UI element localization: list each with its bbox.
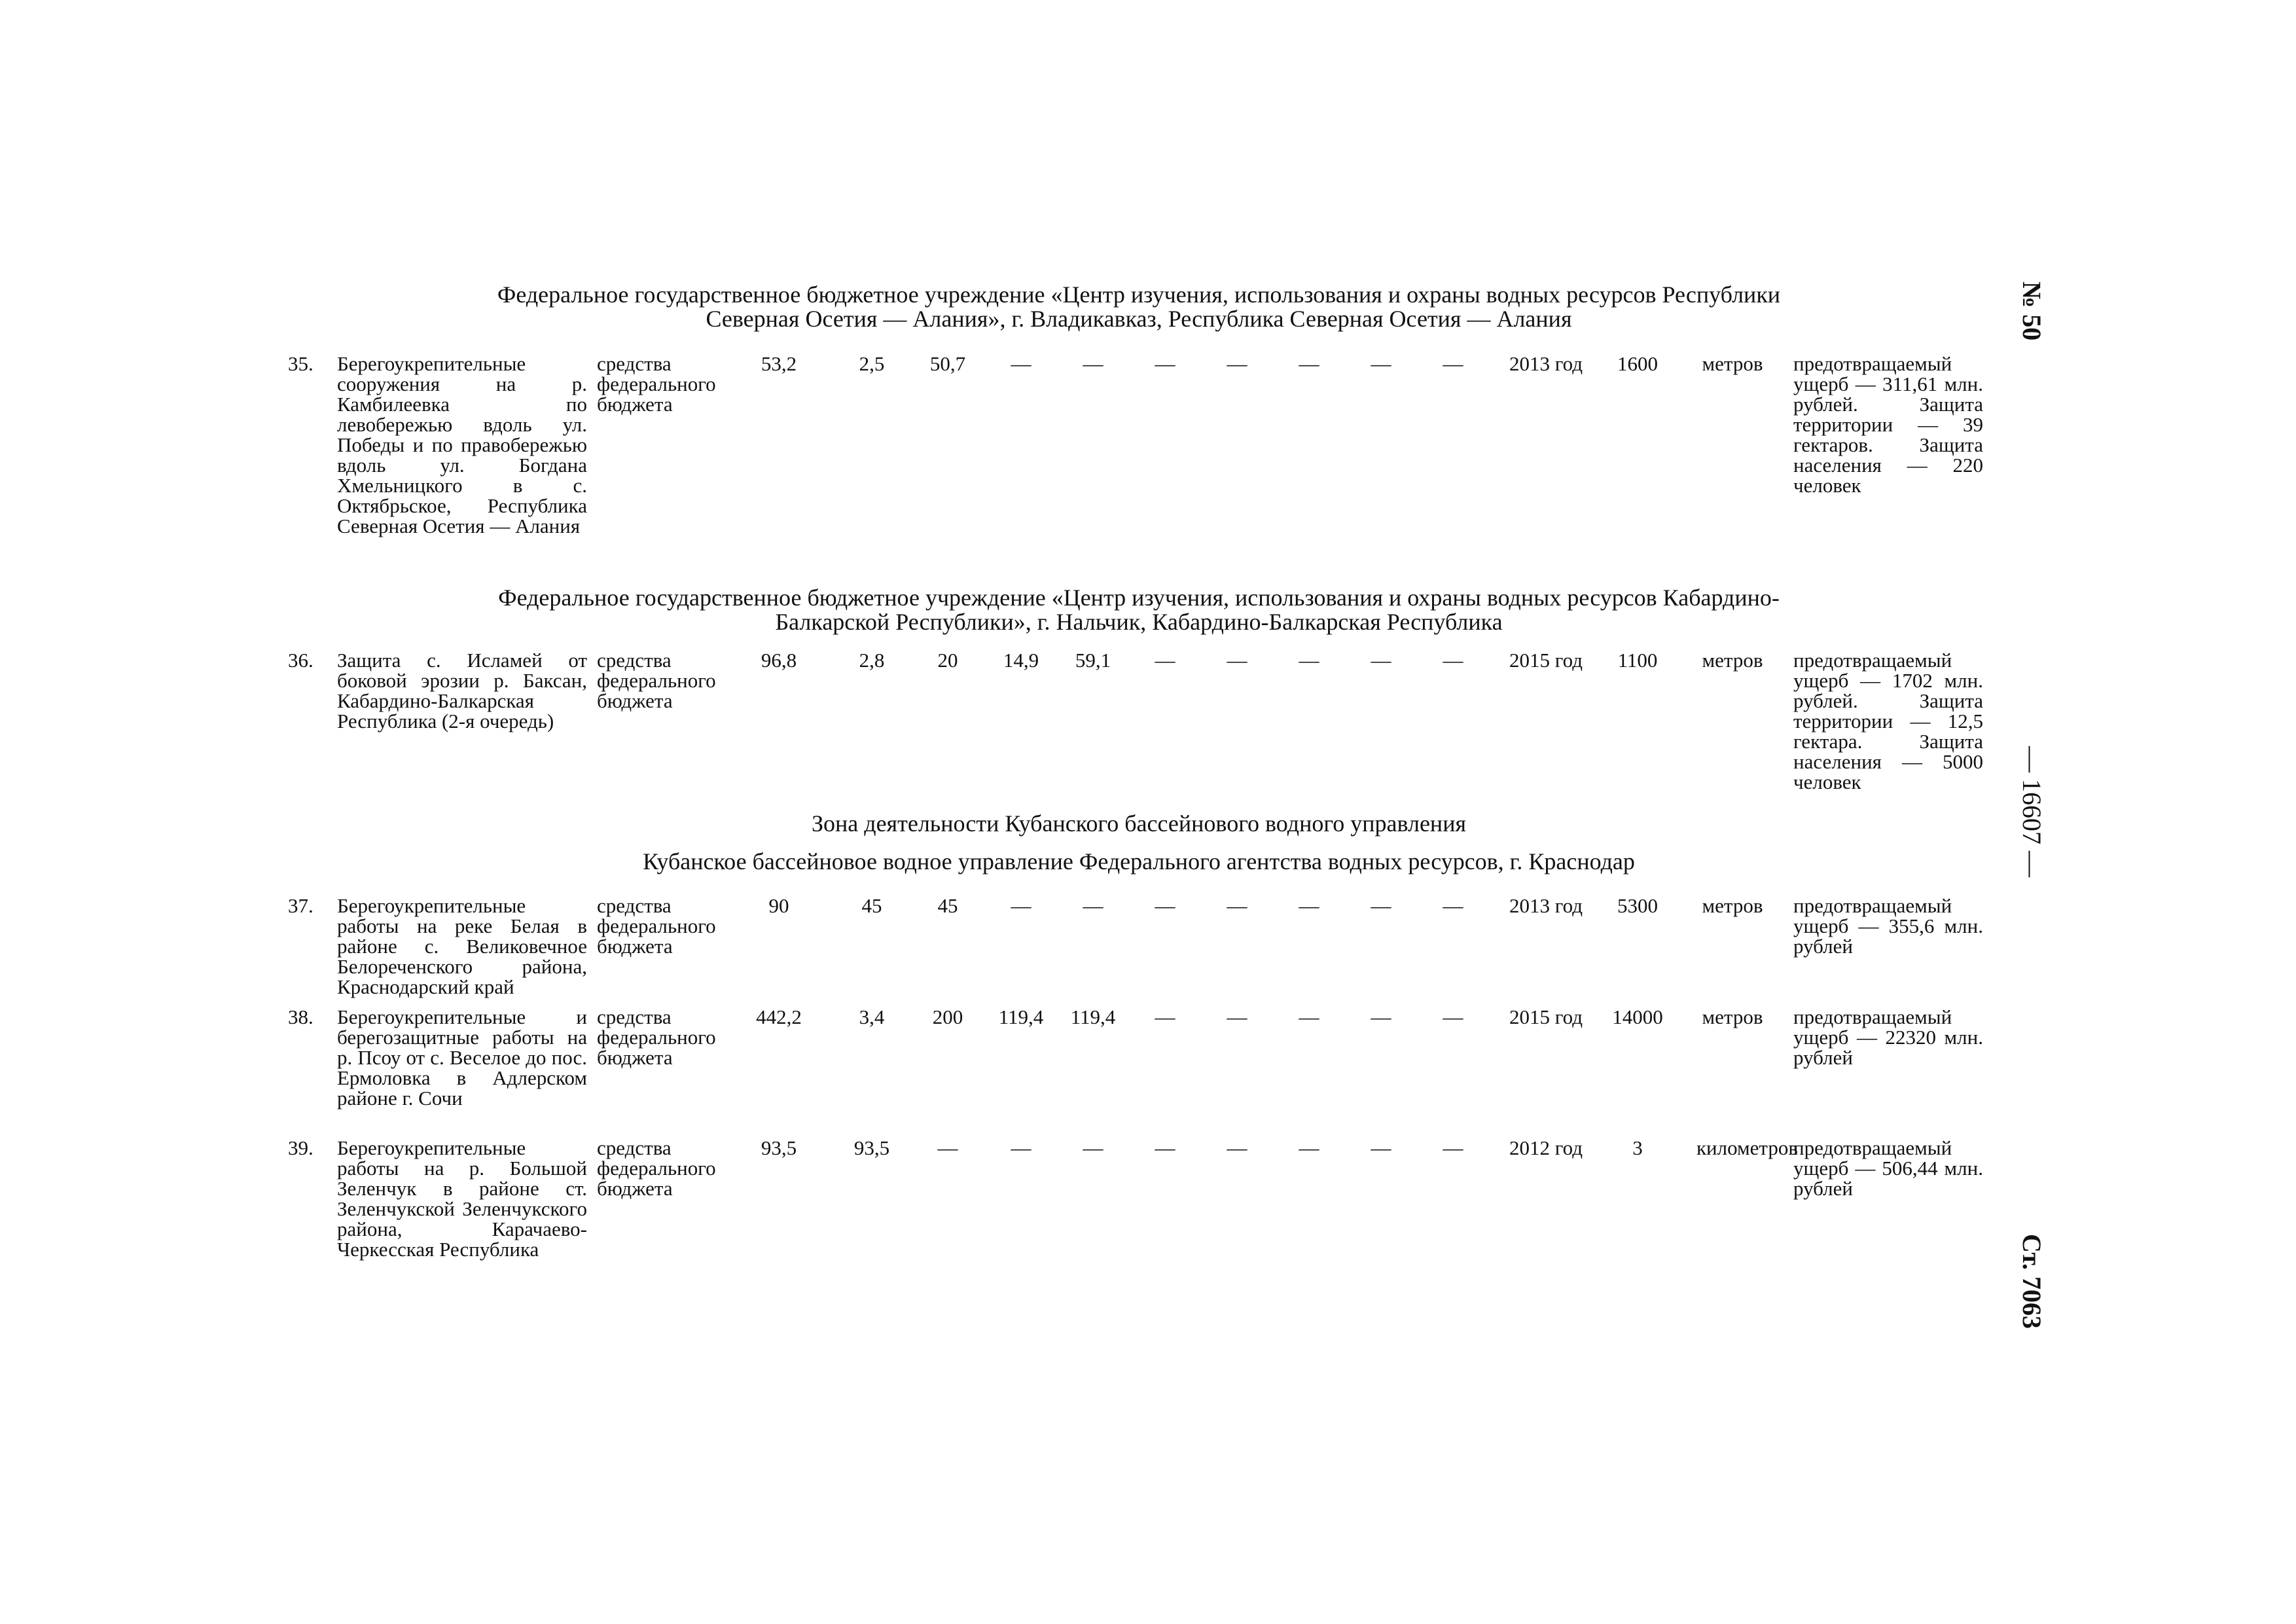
project-name: Берегоукрепительные и берегозащитные работы на р. Псоу от с. Веселое до пос. Ермоловка в Адлерском районе г. Сочи — [337, 1005, 587, 1110]
project-name: Защита с. Исламей от боковой эрозии р. Баксан, Кабардино-Балкарская Республика (2-я очередь) — [337, 649, 587, 732]
value-cell: — — [1299, 894, 1319, 917]
value-cell: — — [1155, 649, 1175, 672]
value-cell: — — [1155, 352, 1175, 375]
value-cell: 200 — [932, 1005, 963, 1028]
expected-effect: предотвращаемый ущерб — 355,6 млн. рублей — [1793, 894, 1983, 958]
value-cell: — — [1227, 649, 1247, 672]
unit: метров — [1702, 894, 1763, 917]
value-cell: 2,8 — [859, 649, 885, 672]
value-cell: — — [1371, 894, 1391, 917]
value-cell: — — [1083, 352, 1103, 375]
expected-effect: предотвращаемый ущерб — 311,61 млн. рублей. Защита территории — 39 гектаров. Защита населения — 220 человек — [1793, 352, 1983, 497]
value-cell: 45 — [937, 894, 958, 917]
value-cell: 119,4 — [998, 1005, 1044, 1028]
unit: метров — [1702, 649, 1763, 672]
value-cell: — — [1227, 894, 1247, 917]
value-cell: 442,2 — [756, 1005, 802, 1028]
value-cell: 59,1 — [1075, 649, 1111, 672]
issue-number: № 50 — [2017, 281, 2047, 341]
value-cell: — — [1011, 352, 1031, 375]
value-cell: — — [1227, 1136, 1247, 1159]
value-cell: — — [1155, 1136, 1175, 1159]
value-cell: 2,5 — [859, 352, 885, 375]
value-cell: 96,8 — [761, 649, 797, 672]
unit: метров — [1702, 1005, 1763, 1028]
row-number: 38. — [288, 1005, 314, 1028]
row-number: 37. — [288, 894, 314, 917]
project-name: Берегоукрепительные сооружения на р. Камбилеевка по левобережью вдоль ул. Победы и по правобережью вдоль ул. Богдана Хмельницкого в с. Октябрьское, Республика Северная Осетия — Алания — [337, 352, 587, 537]
row-number: 39. — [288, 1136, 314, 1159]
value-cell: — — [1371, 649, 1391, 672]
value-cell: — — [1155, 894, 1175, 917]
quantity: 5300 — [1617, 894, 1658, 917]
quantity: 1600 — [1617, 352, 1658, 375]
value-cell: — — [1299, 1005, 1319, 1028]
article-number: Ст. 7063 — [2017, 1234, 2047, 1329]
value-cell: — — [1371, 352, 1391, 375]
row-number: 35. — [288, 352, 314, 375]
value-cell: — — [1443, 1005, 1463, 1028]
value-cell: 20 — [937, 649, 958, 672]
funding-source: средства федерального бюджета — [597, 649, 716, 712]
project-name: Берегоукрепительные работы на р. Большой Зеленчук в районе ст. Зеленчукской Зеленчукского района, Карачаево-Черкесская Республика — [337, 1136, 587, 1261]
value-cell: 93,5 — [761, 1136, 797, 1159]
value-cell: — — [1083, 1136, 1103, 1159]
expected-effect: предотвращаемый ущерб — 22320 млн. рублей — [1793, 1005, 1983, 1069]
value-cell: — — [1227, 1005, 1247, 1028]
value-cell: — — [1155, 1005, 1175, 1028]
value-cell: 50,7 — [929, 352, 966, 375]
funding-source: средства федерального бюджета — [597, 1136, 716, 1200]
quantity: 3 — [1632, 1136, 1643, 1159]
value-cell: 14,9 — [1003, 649, 1039, 672]
page-number: — 16607 — — [2017, 746, 2047, 877]
completion-year: 2015 год — [1509, 1005, 1583, 1028]
value-cell: — — [1299, 649, 1319, 672]
row-number: 36. — [288, 649, 314, 672]
value-cell: — — [1371, 1005, 1391, 1028]
completion-year: 2012 год — [1509, 1136, 1583, 1159]
section-heading-kuban: Кубанское бассейновое водное управление Федерального агентства водных ресурсов, г. Краснодар — [643, 848, 1635, 875]
zone-heading: Зона деятельности Кубанского бассейнового водного управления — [811, 810, 1467, 837]
funding-source: средства федерального бюджета — [597, 352, 716, 416]
project-name: Берегоукрепительные работы на реке Белая в районе с. Великовечное Белореченского района, Краснодарский край — [337, 894, 587, 998]
funding-source: средства федерального бюджета — [597, 894, 716, 958]
value-cell: — — [1299, 1136, 1319, 1159]
completion-year: 2013 год — [1509, 894, 1583, 917]
funding-source: средства федерального бюджета — [597, 1005, 716, 1069]
value-cell: — — [1011, 1136, 1031, 1159]
section-heading-kabardino-balkaria: Федеральное государственное бюджетное учреждение «Центр изучения, использования и охраны водных ресурсов Кабардино-Балкарской Республики», г. Нальчик, Кабардино-Балкарская Республика — [498, 585, 1780, 635]
value-cell: — — [1371, 1136, 1391, 1159]
quantity: 14000 — [1612, 1005, 1663, 1028]
value-cell: 90 — [768, 894, 789, 917]
quantity: 1100 — [1617, 649, 1658, 672]
value-cell: — — [1299, 352, 1319, 375]
value-cell: — — [937, 1136, 958, 1159]
value-cell: 53,2 — [761, 352, 797, 375]
value-cell: — — [1227, 352, 1247, 375]
value-cell: — — [1443, 352, 1463, 375]
value-cell: — — [1083, 894, 1103, 917]
expected-effect: предотвращаемый ущерб — 1702 млн. рублей. Защита территории — 12,5 гектара. Защита населения — 5000 человек — [1793, 649, 1983, 793]
completion-year: 2015 год — [1509, 649, 1583, 672]
value-cell: — — [1011, 894, 1031, 917]
value-cell: — — [1443, 894, 1463, 917]
section-heading-north-ossetia: Федеральное государственное бюджетное учреждение «Центр изучения, использования и охраны водных ресурсов Республики Северная Осетия — Алания», г. Владикавказ, Республика Северная Осетия — Алания — [497, 281, 1781, 332]
completion-year: 2013 год — [1509, 352, 1583, 375]
value-cell: 119,4 — [1070, 1005, 1116, 1028]
value-cell: 45 — [861, 894, 882, 917]
unit: метров — [1702, 352, 1763, 375]
unit: километров — [1696, 1136, 1798, 1159]
expected-effect: предотвращаемый ущерб — 506,44 млн. рублей — [1793, 1136, 1983, 1200]
value-cell: — — [1443, 1136, 1463, 1159]
value-cell: 93,5 — [853, 1136, 890, 1159]
value-cell: — — [1443, 649, 1463, 672]
value-cell: 3,4 — [859, 1005, 885, 1028]
